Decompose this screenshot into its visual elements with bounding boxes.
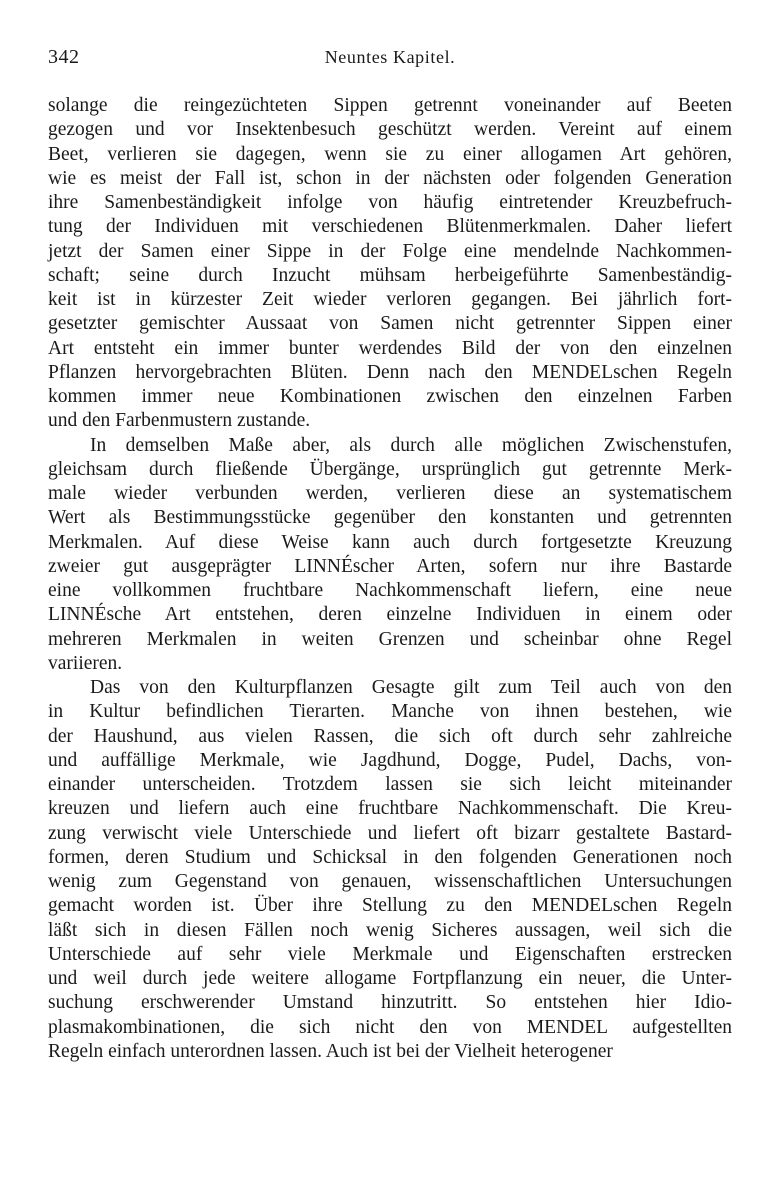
page-number: 342: [48, 46, 80, 68]
text-line: Pflanzen hervorgebrachten Blüten. Denn nach den MENDELschen Regeln: [48, 361, 732, 383]
text-line: mehreren Merkmalen in weiten Grenzen und scheinbar ohne Regel: [48, 628, 732, 650]
text-line: Beet, verlieren sie dagegen, wenn sie zu einer allogamen Art gehören,: [48, 143, 732, 165]
running-head: Neuntes Kapitel.: [324, 47, 456, 67]
text-line: jetzt der Samen einer Sippe in der Folge eine mendelnde Nachkommen-: [48, 240, 732, 262]
text-line: läßt sich in diesen Fällen noch wenig Sicheres aussagen, weil sich die: [48, 919, 732, 941]
text-line: Art entsteht ein immer bunter werdendes Bild der von den einzelnen: [48, 337, 732, 359]
text-line: Unterschiede auf sehr viele Merkmale und Eigenschaften erstrecken: [48, 943, 732, 965]
text-line: eine vollkommen fruchtbare Nachkommenschaft liefern, eine neue: [48, 580, 732, 601]
text-line: und den Farbenmustern zustande.: [48, 410, 311, 432]
text-line: wenig zum Gegenstand von genauen, wissenschaftlichen Untersuchungen: [48, 871, 732, 892]
text-line: in Kultur befindlichen Tierarten. Manche von ihnen bestehen, wie: [48, 701, 732, 723]
text-line: gesetzter gemischter Aussaat von Samen nicht getrennter Sippen einer: [48, 313, 732, 335]
text-line: gleichsam durch fließende Übergänge, ursprünglich gut getrennte Merk-: [48, 458, 732, 480]
text-line: variieren.: [48, 652, 123, 674]
text-line: einander unterscheiden. Trotzdem lassen sie sich leicht miteinander: [48, 774, 732, 795]
text-line: zung verwischt viele Unterschiede und liefert oft bizarr gestaltete Bastard-: [48, 822, 732, 844]
paragraph: [48, 94, 732, 434]
text-line: Das von den Kulturpflanzen Gesagte gilt zum Teil auch von den: [90, 677, 732, 698]
paragraph: [48, 676, 732, 1064]
text-line: der Haushund, aus vielen Rassen, die sich oft durch sehr zahlreiche: [48, 725, 732, 747]
text-line: gemacht worden ist. Über ihre Stellung zu den MENDELschen Regeln: [48, 895, 732, 917]
text-line: male wieder verbunden werden, verlieren diese an systematischem: [48, 483, 732, 504]
text-line: Regeln einfach unterordnen lassen. Auch ist bei der Vielheit heterogener: [48, 1040, 613, 1062]
text-line: LINNÉsche Art entstehen, deren einzelne Individuen in einem oder: [48, 604, 732, 626]
text-line: plasmakombinationen, die sich nicht den von MENDEL aufgestellten: [48, 1016, 732, 1038]
text-line: formen, deren Studium und Schicksal in den folgenden Generationen noch: [48, 846, 732, 868]
page-header: [48, 46, 732, 76]
text-line: und weil durch jede weitere allogame Fortpflanzung ein neuer, die Unter-: [48, 968, 732, 989]
text-line: Merkmalen. Auf diese Weise kann auch durch fortgesetzte Kreuzung: [48, 531, 732, 553]
text-line: wie es meist der Fall ist, schon in der nächsten oder folgenden Generation: [48, 167, 732, 189]
text-line: suchung erschwerender Umstand hinzutritt. So entstehen hier Idio-: [48, 992, 732, 1014]
text-line: In demselben Maße aber, als durch alle möglichen Zwischenstufen,: [90, 434, 732, 456]
text-line: ihre Samenbeständigkeit infolge von häufig eintretender Kreuzbefruch-: [48, 192, 732, 213]
text-line: Wert als Bestimmungsstücke gegenüber den konstanten und getrennten: [48, 507, 732, 529]
text-line: und auffällige Merkmale, wie Jagdhund, Dogge, Pudel, Dachs, von-: [48, 749, 732, 771]
text-line: zweier gut ausgeprägter LINNÉscher Arten, sofern nur ihre Bastarde: [48, 555, 732, 577]
body-text: [48, 94, 732, 1064]
text-line: keit ist in kürzester Zeit wieder verloren gegangen. Bei jährlich fort-: [48, 289, 732, 310]
text-line: kommen immer neue Kombinationen zwischen den einzelnen Farben: [48, 386, 732, 407]
text-line: solange die reingezüchteten Sippen getrennt voneinander auf Beeten: [48, 95, 732, 116]
text-line: gezogen und vor Insektenbesuch geschützt werden. Vereint auf einem: [48, 119, 732, 141]
paragraph: [48, 434, 732, 677]
text-line: schaft; seine durch Inzucht mühsam herbeigeführte Samenbeständig-: [48, 264, 732, 286]
text-line: kreuzen und liefern auch eine fruchtbare Nachkommenschaft. Die Kreu-: [48, 798, 732, 820]
text-line: tung der Individuen mit verschiedenen Blütenmerkmalen. Daher liefert: [48, 216, 732, 238]
